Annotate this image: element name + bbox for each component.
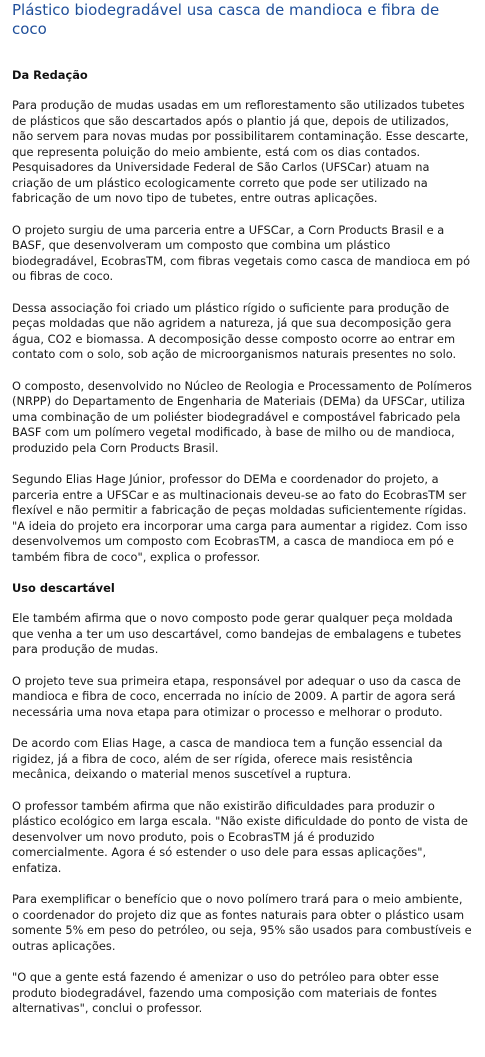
- paragraph: O professor também afirma que não existirão dificuldades para produzir o plástico ecológico em larga escala. "Não existe dificuldade do ponto de vista de desenvolver um novo produto, pois o EcobrasTM já é produzido comercialmente. Agora é só estender o uso dele para essas aplicações", enfatiza.: [12, 798, 468, 875]
- paragraph: "O que a gente está fazendo é amenizar o uso do petróleo para obter esse produto biodegradável, fazendo uma composição com materiais de fontes alternativas", conclui o professor.: [12, 970, 439, 1015]
- paragraph: O composto, desenvolvido no Núcleo de Reologia e Processamento de Polímeros (NRPP) do Departamento de Engenharia de Materiais (DEMa) da UFSCar, utiliza uma combinação de um poliéster biodegradável e compostável fabricado pela BASF com um polímero vegetal modificado, à base de milho ou de mandioca, produzido pela Corn Products Brasil.: [12, 378, 472, 455]
- article-title: Plástico biodegradável usa casca de mandioca e fibra de coco: [12, 1, 440, 38]
- byline: Da Redação: [12, 68, 88, 82]
- paragraph: Para exemplificar o benefício que o novo polímero trará para o meio ambiente, o coordenador do projeto diz que as fontes naturais para obter o plástico usam somente 5% em peso do petróleo, ou seja, 95% são usados para combustíveis e outras aplicações.: [12, 892, 472, 953]
- paragraph: Para produção de mudas usadas em um reflorestamento são utilizados tubetes de plásticos que são descartados após o plantio já que, depois de utilizados, não servem para novas mudas por possibilitarem contaminação. Esse descarte, que representa poluição do meio ambiente, está com os dias contados. Pesquisadores da Universidade Federal de São Carlos (UFSCar) atuam na criação de um plástico ecologicamente correto que pode ser utilizado na fabricação de um novo tipo de tubetes, entre outras aplicações.: [12, 98, 469, 205]
- paragraph: De acordo com Elias Hage, a casca de mandioca tem a função essencial da rigidez, já a fibra de coco, além de ser rígida, oferece mais resistência mecânica, deixando o material menos suscetível a ruptura.: [12, 736, 443, 781]
- paragraph: Segundo Elias Hage Júnior, professor do DEMa e coordenador do projeto, a parceria entre a UFSCar e as multinacionais deveu-se ao fato do EcobrasTM ser flexível e não permitir a fabricação de peças moldadas suficientemente rígidas. "A ideia do projeto era incorporar uma carga para aumentar a rigidez. Com isso desenvolvemos um composto com EcobrasTM, a casca de mandioca em pó e também fibra de coco", explica o professor.: [12, 472, 468, 564]
- paragraph: Ele também afirma que o novo composto pode gerar qualquer peça moldada que venha a ter um uso descartável, como bandejas de embalagens e tubetes para produção de mudas.: [12, 611, 462, 656]
- paragraph: O projeto surgiu de uma parceria entre a UFSCar, a Corn Products Brasil e a BASF, que desenvolveram um composto que combina um plástico biodegradável, EcobrasTM, com fibras vegetais como casca de mandioca em pó ou fibras de coco.: [12, 222, 471, 283]
- section-heading: Uso descartável: [12, 581, 115, 595]
- paragraph: Dessa associação foi criado um plástico rígido o suficiente para produção de peças moldadas que não agridem a natureza, já que sua decomposição gera água, CO2 e biomassa. A decomposição desse composto ocorre ao entrar em contato com o solo, sob ação de microorganismos naturais presentes no solo.: [12, 300, 457, 361]
- paragraph: O projeto teve sua primeira etapa, responsável por adequar o uso da casca de mandioca e fibra de coco, encerrada no início de 2009. A partir de agora será necessária uma nova etapa para otimizar o processo e melhorar o produto.: [12, 673, 461, 719]
